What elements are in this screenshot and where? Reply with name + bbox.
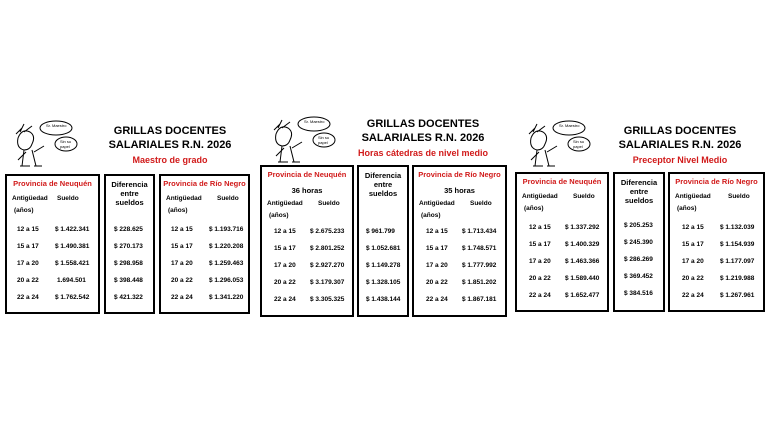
difference-value: $ 228.625 (114, 226, 143, 233)
col-sueldo: Sueldo (470, 200, 492, 207)
difference-value: $ 1.438.144 (366, 296, 401, 303)
col-antiguedad: Antigüedad (años) (12, 195, 48, 214)
difference-heading: Diferencia entre sueldos (364, 171, 402, 198)
col-antiguedad: Antigüedad (años) (166, 195, 202, 214)
col-sueldo: Sueldo (573, 193, 595, 200)
difference-value: $ 1.052.681 (366, 245, 401, 252)
title-line-2: SALARIALES R.N. 2026 (618, 139, 742, 151)
difference-value: $ 1.149.278 (366, 262, 401, 269)
neuquen-heading: Provincia de Neuquén (13, 179, 92, 188)
panel-maestro-de-grado (0, 0, 255, 435)
difference-value: $ 286.269 (624, 256, 653, 263)
difference-value: $ 245.390 (624, 239, 653, 246)
difference-value: $ 205.253 (624, 222, 653, 229)
difference-value: $ 421.322 (114, 294, 143, 301)
rionegro-heading: Provincia de Río Negro (163, 179, 246, 188)
title-line-2: SALARIALES R.N. 2026 (108, 139, 232, 151)
bubble-text-1: Sr. Maestro (304, 119, 325, 124)
panel-preceptor (513, 0, 770, 435)
difference-value: $ 961.799 (366, 228, 395, 235)
difference-value: $ 270.173 (114, 243, 143, 250)
col-sueldo: Sueldo (728, 193, 750, 200)
rionegro-table: Provincia de Río Negro 35 horas Antigüedad (años) Sueldo 12 a 15 $ 1.713.434 15 a 17 $ 1.748.571 17 a 20 $ 1.777.992 20 a 22 $ 1.851.202 22 a 24 $ 1.867.181 (412, 165, 507, 317)
page-title (95, 124, 245, 152)
col-sueldo: Sueldo (217, 195, 239, 202)
difference-table (104, 174, 155, 314)
difference-value: $ 298.958 (114, 260, 143, 267)
neuquen-heading: Provincia de Neuquén (522, 177, 602, 186)
panel-subtitle: Horas cátedras de nivel medio (357, 148, 489, 158)
panel-subtitle: Preceptor Nivel Medio (632, 155, 728, 165)
difference-table (613, 172, 665, 312)
difference-table (357, 165, 409, 317)
page-title (348, 117, 498, 145)
difference-value: $ 384.516 (624, 290, 653, 297)
title-line-1: GRILLAS DOCENTES (623, 125, 737, 137)
panel-subtitle: Maestro de grado (132, 155, 208, 165)
rionegro-table: Provincia de Río Negro Antigüedad (años) Sueldo 12 a 15 $ 1.193.716 15 a 17 $ 1.220.208 17 a 20 $ 1.259.463 20 a 22 $ 1.296.053 22 a 24 $ 1.341.220 (159, 174, 250, 314)
title-line-2: SALARIALES R.N. 2026 (361, 132, 485, 144)
bubble-text-1: Sr. Maestro (46, 123, 67, 128)
difference-value: $ 369.452 (624, 273, 653, 280)
bubble-text-2: Sin su (318, 135, 330, 140)
bubble-text-3: papel (573, 144, 583, 149)
bubble-text-2: Sin su (60, 139, 72, 144)
bubble-text-3: papel (318, 140, 328, 145)
rionegro-table: Provincia de Río Negro Antigüedad (años) Sueldo 12 a 15 $ 1.132.039 15 a 17 $ 1.154.939 17 a 20 $ 1.177.097 20 a 22 $ 1.219.988 22 a 24 $ 1.267.961 (668, 172, 765, 312)
rionegro-hours: 35 horas (444, 186, 475, 195)
col-antiguedad: Antigüedad (años) (675, 193, 711, 212)
bubble-text-3: papel (60, 144, 70, 149)
col-sueldo: Sueldo (57, 195, 79, 202)
difference-heading: Diferencia entre sueldos (111, 180, 148, 207)
neuquen-table: Provincia de Neuquén 36 horas Antigüedad (años) Sueldo 12 a 15 $ 2.675.233 15 a 17 $ 2.801.252 17 a 20 $ 2.927.270 20 a 22 $ 3.179.307 22 a 24 $ 3.305.325 (260, 165, 354, 317)
title-line-1: GRILLAS DOCENTES (113, 125, 227, 137)
col-sueldo: Sueldo (318, 200, 340, 207)
cartoon-teacher-illustration (268, 112, 338, 168)
neuquen-heading: Provincia de Neuquén (267, 170, 347, 179)
bubble-text-1: Sr. Maestro (559, 123, 580, 128)
cartoon-teacher-illustration (10, 116, 80, 172)
bubble-text-2: Sin su (573, 139, 585, 144)
neuquen-hours: 36 horas (291, 186, 323, 195)
rionegro-heading: Provincia de Río Negro (675, 177, 758, 186)
neuquen-table: Provincia de Neuquén Antigüedad (años) Sueldo 12 a 15 $ 1.337.292 15 a 17 $ 1.400.329 17 a 20 $ 1.463.366 20 a 22 $ 1.589.440 22 a 24 $ 1.652.477 (515, 172, 609, 312)
col-antiguedad: Antigüedad (años) (267, 200, 303, 219)
page-title (605, 124, 755, 152)
panel-horas-catedra (256, 0, 513, 435)
rionegro-heading: Provincia de Río Negro (418, 170, 501, 179)
col-antiguedad: Antigüedad (años) (522, 193, 558, 212)
difference-value: $ 1.328.105 (366, 279, 401, 286)
neuquen-table: Provincia de Neuquén Antigüedad (años) Sueldo 12 a 15 $ 1.422.341 15 a 17 $ 1.490.381 17 a 20 $ 1.558.421 20 a 22 1.694.501 22 a 24 $ 1.762.542 (5, 174, 100, 314)
cartoon-teacher-illustration (523, 116, 593, 172)
difference-heading: Diferencia entre sueldos (620, 178, 658, 205)
title-line-1: GRILLAS DOCENTES (366, 118, 480, 130)
difference-value: $ 398.448 (114, 277, 143, 284)
col-antiguedad: Antigüedad (años) (419, 200, 455, 219)
